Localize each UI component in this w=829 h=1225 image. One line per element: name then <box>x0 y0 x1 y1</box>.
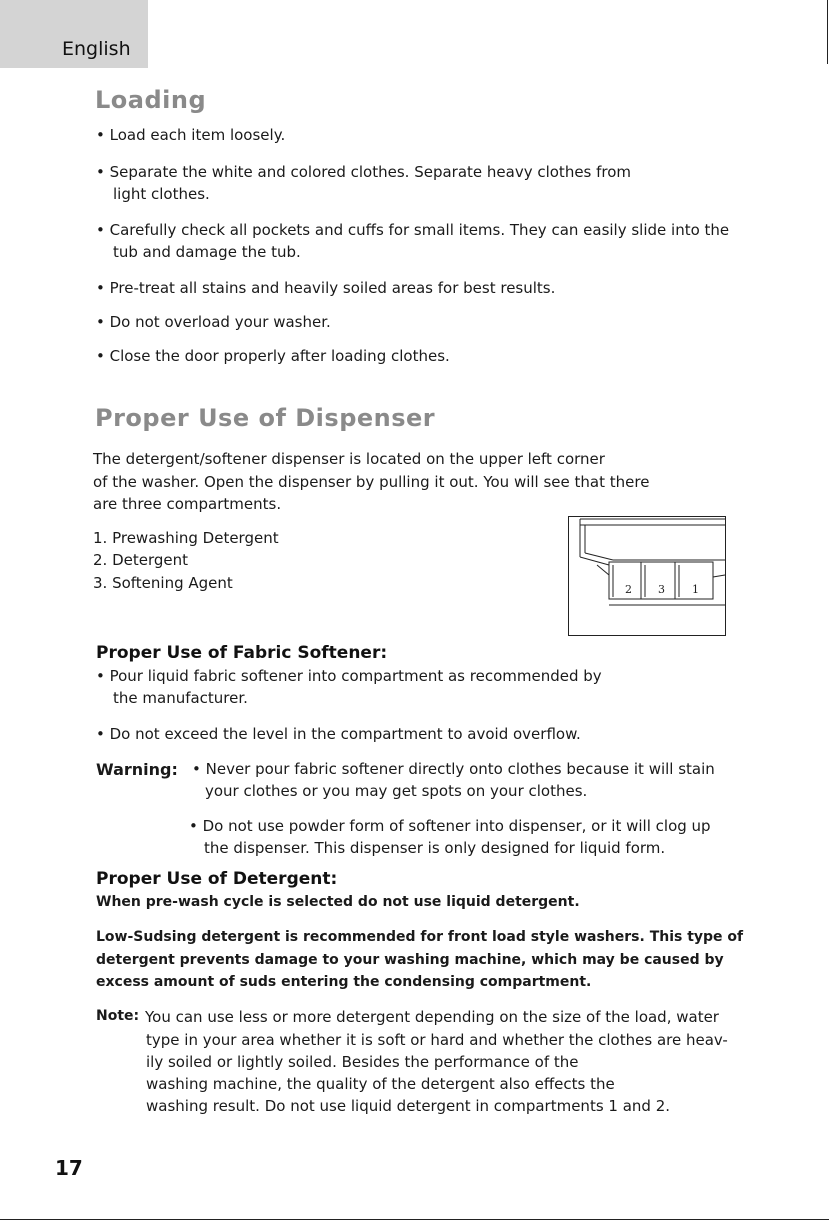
dispenser-intro-line: of the washer. Open the dispenser by pulling it out. You will see that there <box>93 473 650 491</box>
warning-line: • Never pour fabric softener directly onto clothes because it will stain <box>192 760 715 778</box>
warning-line: the dispenser. This dispenser is only designed for liquid form. <box>204 839 666 857</box>
softener-title: Proper Use of Fabric Softener: <box>96 643 388 663</box>
loading-line: • Close the door properly after loading clothes. <box>96 347 450 365</box>
softener-line: • Do not exceed the level in the compartment to avoid overflow. <box>96 725 581 743</box>
detergent-bold-line: excess amount of suds entering the condensing compartment. <box>96 974 592 990</box>
note-line: washing machine, the quality of the detergent also effects the <box>146 1075 615 1093</box>
margin-rule <box>827 0 828 64</box>
page-number: 17 <box>55 1156 83 1180</box>
dispenser-item: 1. Prewashing Detergent <box>93 529 279 547</box>
loading-line: • Pre-treat all stains and heavily soiled areas for best results. <box>96 279 556 297</box>
bottom-rule <box>0 1219 829 1220</box>
detergent-bold-line: Low-Sudsing detergent is recommended for front load style washers. This type of <box>96 929 744 945</box>
detergent-bold-line: When pre-wash cycle is selected do not use liquid detergent. <box>96 894 580 910</box>
note-line: washing result. Do not use liquid detergent in compartments 1 and 2. <box>146 1097 671 1115</box>
compartment-label: 2 <box>625 583 632 596</box>
loading-line: • Carefully check all pockets and cuffs for small items. They can easily slide into the <box>96 221 730 239</box>
language-label: English <box>62 38 131 60</box>
language-tab <box>0 0 148 68</box>
dispenser-item: 2. Detergent <box>93 551 189 569</box>
note-line: type in your area whether it is soft or hard and whether the clothes are heav- <box>146 1031 728 1049</box>
note-line: You can use less or more detergent depending on the size of the load, water <box>145 1008 719 1026</box>
compartment-label: 3 <box>658 583 665 596</box>
softener-line: the manufacturer. <box>113 689 248 707</box>
loading-line: • Load each item loosely. <box>96 126 286 144</box>
note-label: Note: <box>96 1008 140 1024</box>
loading-line: tub and damage the tub. <box>113 243 301 261</box>
detergent-title: Proper Use of Detergent: <box>96 869 338 889</box>
detergent-bold-line: detergent prevents damage to your washing machine, which may be caused by <box>96 952 724 968</box>
dispenser-intro-line: are three compartments. <box>93 495 282 513</box>
dispenser-intro-line: The detergent/softener dispenser is located on the upper left corner <box>93 450 605 468</box>
loading-line: light clothes. <box>113 185 210 203</box>
warning-line: your clothes or you may get spots on your clothes. <box>205 782 588 800</box>
loading-line: • Do not overload your washer. <box>96 313 331 331</box>
note-line: ily soiled or lightly soiled. Besides the performance of the <box>146 1053 579 1071</box>
warning-line: • Do not use powder form of softener into dispenser, or it will clog up <box>189 817 711 835</box>
dispenser-title: Proper Use of Dispenser <box>95 404 436 432</box>
dispenser-item: 3. Softening Agent <box>93 574 233 592</box>
compartment-label: 1 <box>692 583 699 596</box>
loading-title: Loading <box>95 86 207 114</box>
dispenser-diagram <box>568 516 726 636</box>
warning-label: Warning: <box>96 760 178 779</box>
softener-line: • Pour liquid fabric softener into compartment as recommended by <box>96 667 602 685</box>
loading-line: • Separate the white and colored clothes. Separate heavy clothes from <box>96 163 632 181</box>
